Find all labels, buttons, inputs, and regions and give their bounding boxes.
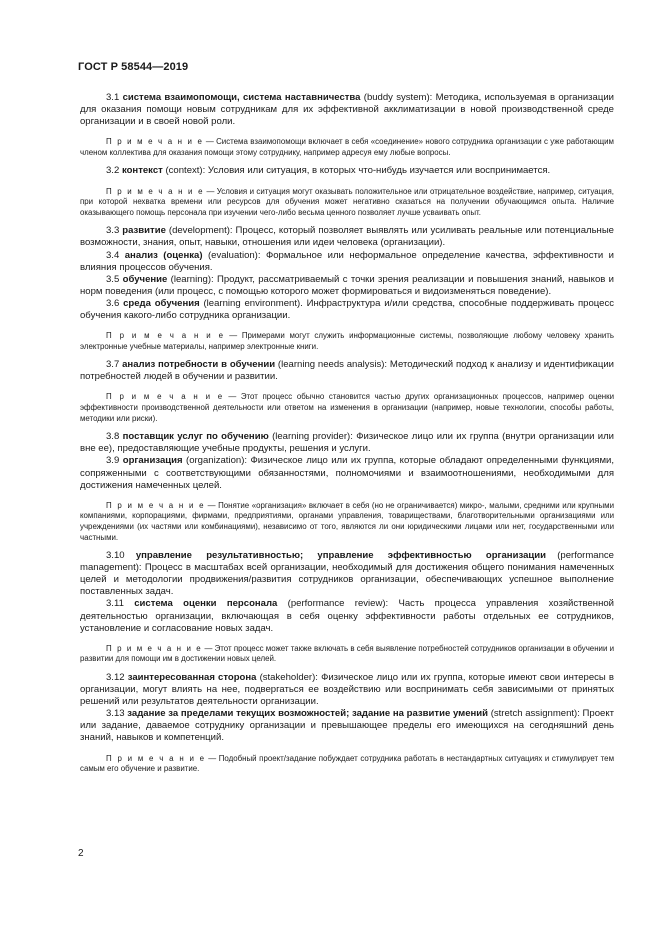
term-entry-3-1: 3.1 система взаимопомощи, система наставничества (buddy system): Методика, используемая в организации для оказания помощи новым сотрудникам для их эффективной акклиматизации в новой производственной среде организации и в своей новой роли. (80, 92, 614, 128)
term-entry-3-2: 3.2 контекст (context): Условия или ситуация, в которых что-нибудь изучается или воспринимается. (106, 165, 551, 177)
note-label: П р и м е ч а н и е (106, 392, 224, 402)
document-body (80, 92, 614, 782)
note-3-6: П р и м е ч а н и е — Примерами могут служить информационные системы, позволяющие любому человеку хранить электронные учебные материалы, например электронные книги. (80, 331, 614, 351)
term-name: развитие (122, 225, 166, 237)
term-name: анализ (оценка) (124, 249, 203, 261)
term-entry-3-5: 3.5 обучение (learning): Продукт, рассматриваемый с точки зрения реализации и повышения знаний, навыков и норм поведения (или процесс, с помощью которого может формироваться и видоизменяться поведение). (80, 273, 614, 297)
page-number: 2 (78, 848, 84, 859)
note-label: П р и м е ч а н и е (106, 753, 206, 763)
term-name: контекст (121, 165, 163, 177)
note-3-2: П р и м е ч а н и е — Условия и ситуация могут оказывать положительное или отрицательное воздействие, например, ситуация, при которой нехватка времени или ресурсов для обучения может негативно сказаться на получении обучающимся опыта. Наличие оказывающего помощь персонала при изучении чего-либо весьма ценного позволяет лучше усваивать опыт. (80, 186, 614, 217)
term-name: организация (122, 455, 183, 467)
note-label: П р и м е ч а н и е (106, 186, 205, 196)
term-name: среда обучения (123, 297, 200, 309)
term-entry-3-13: 3.13 задание за пределами текущих возможностей; задание на развитие умений (stretch assignment): Проект или задание, даваемое сотруднику организации и превышающее пределы его имеющихся на сегодняшний день знаний, навыков и компетенций. (80, 708, 615, 744)
term-entry-3-9: 3.9 организация (organization): Физическое лицо или их группа, которые обладают определенными функциями, сопряженными с соответствующими обязанностями, полномочиями и взаимоотношениями, необходимыми для достижения намеченных целей. (80, 455, 614, 491)
note-label: П р и м е ч а н и е (106, 500, 206, 510)
term-entry-3-7: 3.7 анализ потребности в обучении (learning needs analysis): Методический подход к анализу и идентификации потребностей людей в обучении и развитии. (80, 359, 615, 383)
term-name: управление результативностью; управление эффективностью организации (135, 550, 546, 562)
term-name: заинтересованная сторона (127, 671, 257, 683)
note-3-9: П р и м е ч а н и е — Понятие «организация» включает в себя (но не ограничивается) микро-, малыми, средними или крупными компаниями, корпорациями, фирмами, предприятиями, органами управления, товариществами, благотворительными организациями или учреждениями (их частями или комбинациями), независимо от того, являются ли они юридическими лицами или нет, государственными или частными. (80, 500, 614, 542)
term-name: система оценки персонала (134, 598, 278, 610)
note-3-7: П р и м е ч а н и е — Этот процесс обычно становится частью других организационных процессов, например оценки эффективности производственной деятельности или ответом на изменения в организации (например, новые технологии, способы работы, методики или риски). (80, 392, 614, 423)
term-entry-3-11: 3.11 система оценки персонала (performance review): Часть процесса управления хозяйственной деятельностью организации, включающая в себя оценку эффективности работы отдельных ее сотрудников, установление и согласование новых задач. (80, 598, 614, 634)
term-entry-3-4: 3.4 анализ (оценка) (evaluation): Формальное или неформальное определение качества, эффективности и влияния процессов обучения. (80, 249, 614, 273)
document-header: ГОСТ Р 58544—2019 (78, 61, 189, 73)
note-3-13: П р и м е ч а н и е — Подобный проект/задание побуждает сотрудника работать в нестандартных ситуациях и стимулирует тем самым его обучение и развитие. (80, 753, 614, 774)
term-name: анализ потребности в обучении (122, 359, 276, 371)
note-label: П р и м е ч а н и е (106, 331, 225, 341)
note-label: П р и м е ч а н и е (106, 137, 204, 147)
term-name: задание за пределами текущих возможностей; задание на развитие умений (127, 708, 489, 720)
note-3-1: П р и м е ч а н и е — Система взаимопомощи включает в себя «соединение» нового сотрудника организации с уже работающим членом коллектива для оказания помощи этому сотруднику, например адресуя ему любые вопросы. (80, 137, 614, 157)
term-entry-3-12: 3.12 заинтересованная сторона (stakeholder): Физическое лицо или их группа, которые имеют свои интересы в организации, могут влиять на нее, подвергаться ее воздействию или воспринимать себя зависимыми от принятых решений или результатов деятельности организации. (80, 671, 614, 708)
term-entry-3-10: 3.10 управление результативностью; управление эффективностью организации (performance management): Процесс в масштабах всей организации, необходимый для достижения общего понимания намеченных целей и методологии продвижения/развития сотрудников организации, обеспечивающих успешное выполнение поставленных задач. (80, 550, 614, 598)
term-name: обучение (122, 273, 168, 285)
term-entry-3-6: 3.6 среда обучения (learning environment). Инфраструктура и/или средства, способные поддерживать процесс обучения какого-либо сотрудника организации. (80, 297, 614, 321)
term-name: система взаимопомощи, система наставничества (122, 92, 361, 103)
term-entry-3-3: 3.3 развитие (development): Процесс, который позволяет выявлять или усиливать реальные или потенциальные возможности, знания, опыт, навыки, отношения или идеи человека (организации). (80, 225, 614, 249)
note-3-11: П р и м е ч а н и е — Этот процесс может также включать в себя выявление потребностей сотрудников организации в обучении и развитии для помощи им в достижении новых целей. (80, 643, 614, 664)
term-name: поставщик услуг по обучению (122, 431, 269, 443)
note-label: П р и м е ч а н и е (106, 643, 203, 653)
term-entry-3-8: 3.8 поставщик услуг по обучению (learning provider): Физическое лицо или их группа (внутри организации или вне ее), предоставляющие учебные продукты, решения и услуги. (80, 431, 615, 455)
